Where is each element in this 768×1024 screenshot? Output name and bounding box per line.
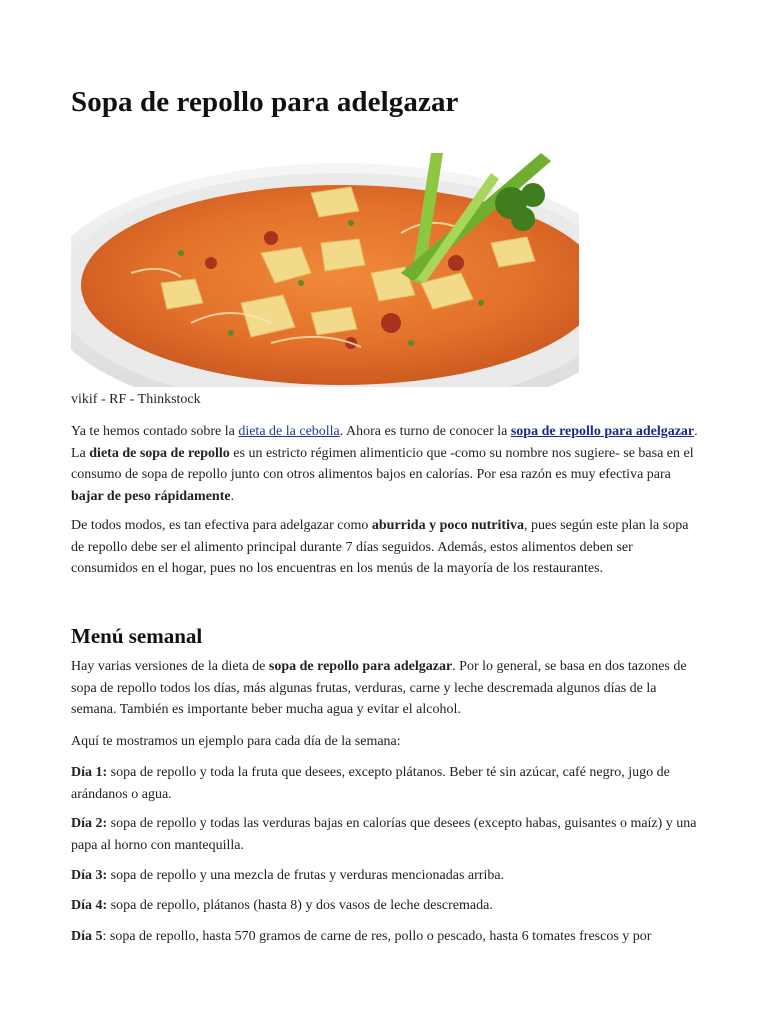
day-item: [71, 895, 701, 917]
text-span: .: [230, 488, 235, 504]
day-label: Día 5: [71, 929, 103, 944]
bold-text: bajar de peso rápidamente: [71, 488, 231, 504]
bold-text: dieta de sopa de repollo: [89, 445, 230, 461]
section-title: Menú semanal: [71, 624, 203, 648]
day-text: sopa de repollo y todas las verduras bajas en calorías que desees (excepto habas, guisantes o maíz) y una papa al horno con mantequilla.: [71, 816, 697, 853]
bold-text: aburrida y poco nutritiva: [371, 518, 524, 533]
text-span: . Ahora es turno de conocer la: [339, 424, 511, 439]
day-text: sopa de repollo, plátanos (hasta 8) y dos vasos de leche descremada.: [107, 898, 493, 913]
day-label: Día 4:: [71, 898, 108, 913]
link-dieta-cebolla[interactable]: dieta de la cebolla: [238, 424, 340, 439]
day-label: Día 3:: [71, 868, 108, 883]
text-span: . Por lo general, se basa en dos tazones de sopa de repollo todos los días, más algunas frutas, verduras, carne y leche descremada algunos días de la semana. También es importante beber mucha agua y evitar el alcohol.: [71, 659, 687, 717]
example-intro: Aquí te mostramos un ejemplo para cada día de la semana:: [71, 734, 401, 749]
day-item: [71, 926, 701, 948]
day-text: : sopa de repollo, hasta 570 gramos de carne de res, pollo o pescado, hasta 6 tomates frescos y por: [102, 929, 652, 944]
intro-paragraph: [71, 421, 701, 507]
link-sopa-repollo[interactable]: sopa de repollo para adelgazar: [510, 424, 695, 439]
text-span: es un estricto régimen alimenticio que -como su nombre nos sugiere- se basa en el consumo de sopa de repollo junto con otros alimentos bajos en calorías. Por esa razón es muy efectiva para: [71, 445, 694, 482]
page-title: Sopa de repollo para adelgazar: [71, 86, 459, 118]
day-text: sopa de repollo y una mezcla de frutas y verduras mencionadas arriba.: [107, 868, 505, 883]
day-item: [71, 762, 701, 805]
image-credit: vikif - RF - Thinkstock: [71, 392, 201, 407]
text-span: . La: [71, 424, 698, 461]
bold-text: sopa de repollo para adelgazar: [268, 659, 453, 674]
second-paragraph: [71, 515, 701, 580]
day-text: sopa de repollo y toda la fruta que desees, excepto plátanos. Beber té sin azúcar, café negro, jugo de arándanos o agua.: [71, 765, 670, 802]
text-span: , pues según este plan la sopa de repollo debe ser el alimento principal durante 7 días seguidos. Además, estos alimentos deben ser consumidos en el hogar, pues no los encuentras en los menús de la mayoría de los restaurantes.: [71, 518, 689, 576]
text-span: De todos modos, es tan efectiva para adelgazar como: [71, 518, 372, 533]
day-item: [71, 813, 701, 856]
day-item: [71, 865, 701, 887]
day-label: Día 1:: [71, 765, 108, 780]
soup-illustration: [71, 153, 579, 387]
text-span: Ya te hemos contado sobre la: [71, 424, 239, 439]
third-paragraph: [71, 656, 701, 721]
day-label: Día 2:: [71, 816, 108, 831]
text-span: Hay varias versiones de la dieta de: [71, 659, 269, 674]
soup-image: [71, 153, 579, 387]
